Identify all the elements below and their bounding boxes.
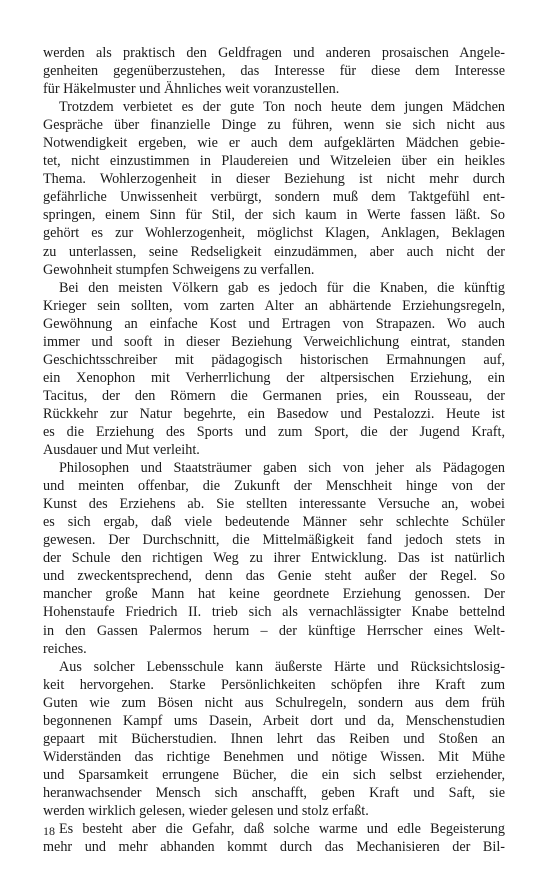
- text-line: in den Gassen Palermos herum – der künftige Herrscher eines Welt-: [43, 622, 505, 639]
- text-line: Notwendigkeit ergeben, wie er auch dem aufgeklärten Mädchen gebie-: [43, 135, 505, 152]
- text-line: heranwachsender Mensch sich anschafft, geben Kraft und Saft, sie: [43, 784, 505, 801]
- text-line: tet, nicht einzustimmen in Plaudereien und Witzeleien über ein heikles: [43, 153, 505, 170]
- text-line: begonnenen Kampf ums Dasein, Arbeit dort und da, Menschenstudien: [43, 712, 505, 729]
- text-line: immer und sooft in dieser Beziehung Verweichlichung eintrat, standen: [43, 333, 505, 350]
- text-line: Bei den meisten Völkern gab es jedoch für die Knaben, die künftig: [59, 279, 505, 296]
- text-line: werden wirklich gelesen, wieder gelesen und stolz erfaßt.: [43, 802, 369, 819]
- text-line: Hohenstaufe Friedrich II. trieb sich als vernachlässigter Knabe bettelnd: [43, 604, 505, 621]
- text-line: reiches.: [43, 640, 87, 657]
- text-line: gehört es zur Wohlerzogenheit, möglichst Klagen, Anklagen, Beklagen: [43, 225, 505, 242]
- text-line: keit hervorgehen. Starke Persönlichkeiten schöpfen ihre Kraft zum: [43, 676, 505, 693]
- text-line: es die Erziehung des Sports und zum Sport, die der Jugend Kraft,: [43, 423, 505, 440]
- text-line: werden als praktisch den Geldfragen und anderen prosaischen Angele-: [43, 45, 505, 61]
- text-line: mancher große Mann hat keine geordnete Erziehung genossen. Der: [43, 586, 505, 603]
- text-line: mehr und mehr abhanden kommt durch das Mechanisieren der Bil-: [43, 839, 505, 856]
- text-line: Guten wie zum Bösen nicht aus Schulregeln, sondern aus dem früh: [43, 694, 505, 711]
- page-number: 18: [43, 824, 55, 838]
- text-line: es sich ergab, daß viele bedeutende Männer sehr schlechte Schüler: [43, 514, 505, 531]
- text-line: Thema. Wohlerzogenheit in dieser Beziehung ist nicht mehr durch: [43, 171, 505, 188]
- text-line: Rückkehr zur Natur begehrte, ein Basedow und Pestalozzi. Heute ist: [43, 405, 505, 422]
- text-line: Krieger sein sollten, vom zarten Alter an abhärtende Erziehungsregeln,: [43, 297, 505, 314]
- text-line: zu unterlassen, seine Redseligkeit einzudämmen, aber auch nicht der: [43, 243, 505, 260]
- text-line: Gewohnheit stumpfen Schweigens zu verfallen.: [43, 261, 315, 278]
- text-line: und zweckentsprechend, denn das Genie steht außer der Regel. So: [43, 568, 505, 585]
- text-line: Ausdauer und Mut verleiht.: [43, 442, 200, 459]
- text-line: genheiten gegenüberzustehen, das Interesse für diese dem Interesse: [43, 63, 505, 80]
- text-line: Trotzdem verbietet es der gute Ton noch heute dem jungen Mädchen: [59, 99, 505, 116]
- text-line: Philosophen und Staatsträumer gaben sich von jeher als Pädagogen: [59, 460, 505, 477]
- text-line: ein Xenophon mit Verherrlichung der altpersischen Erziehung, ein: [43, 369, 505, 386]
- text-line: Widerständen das richtige Benehmen und nötige Wissen. Mit Mühe: [43, 748, 505, 765]
- text-line: Geschichtsschreiber mit pädagogisch historischen Ermahnungen auf,: [43, 351, 505, 368]
- text-line: Gewöhnung an einfache Kost und Ertragen von Strapazen. Wo auch: [43, 315, 505, 332]
- text-line: Kunst des Erziehens ab. Sie stellten interessante Versuche an, wobei: [43, 496, 505, 513]
- page-body: [43, 44, 505, 856]
- text-line: Es besteht aber die Gefahr, daß solche warme und edle Begeisterung: [59, 821, 505, 838]
- text-line: gepaart mit Bücherstudien. Ihnen lehrt das Reiben und Stoßen an: [43, 730, 505, 747]
- text-line: Aus solcher Lebensschule kann äußerste Härte und Rücksichtslosig-: [59, 658, 505, 675]
- text-line: für Häkelmuster und Ähnliches weit voranzustellen.: [43, 81, 340, 98]
- text-line: und Sparsamkeit errungene Bücher, die ein sich selbst erziehender,: [43, 766, 505, 783]
- text-line: und meinten offenbar, die Zukunft der Menschheit hinge von der: [43, 478, 505, 495]
- text-line: der Schule den richtigen Weg zu ihrer Entwicklung. Das ist natürlich: [43, 550, 505, 567]
- text-line: gefährliche Unwissenheit verbürgt, sondern muß dem Taktgefühl ent-: [43, 189, 505, 206]
- text-line: springen, einem Sinn für Stil, der sich kaum in Werte fassen läßt. So: [43, 207, 505, 224]
- text-line: Gespräche über finanzielle Dinge zu führen, wenn sie sich nicht aus: [43, 117, 505, 134]
- text-line: gewesen. Der Durchschnitt, die Mittelmäßigkeit fand jedoch stets in: [43, 532, 505, 549]
- text-line: Tacitus, der den Römern die Germanen pries, ein Rousseau, der: [43, 387, 505, 404]
